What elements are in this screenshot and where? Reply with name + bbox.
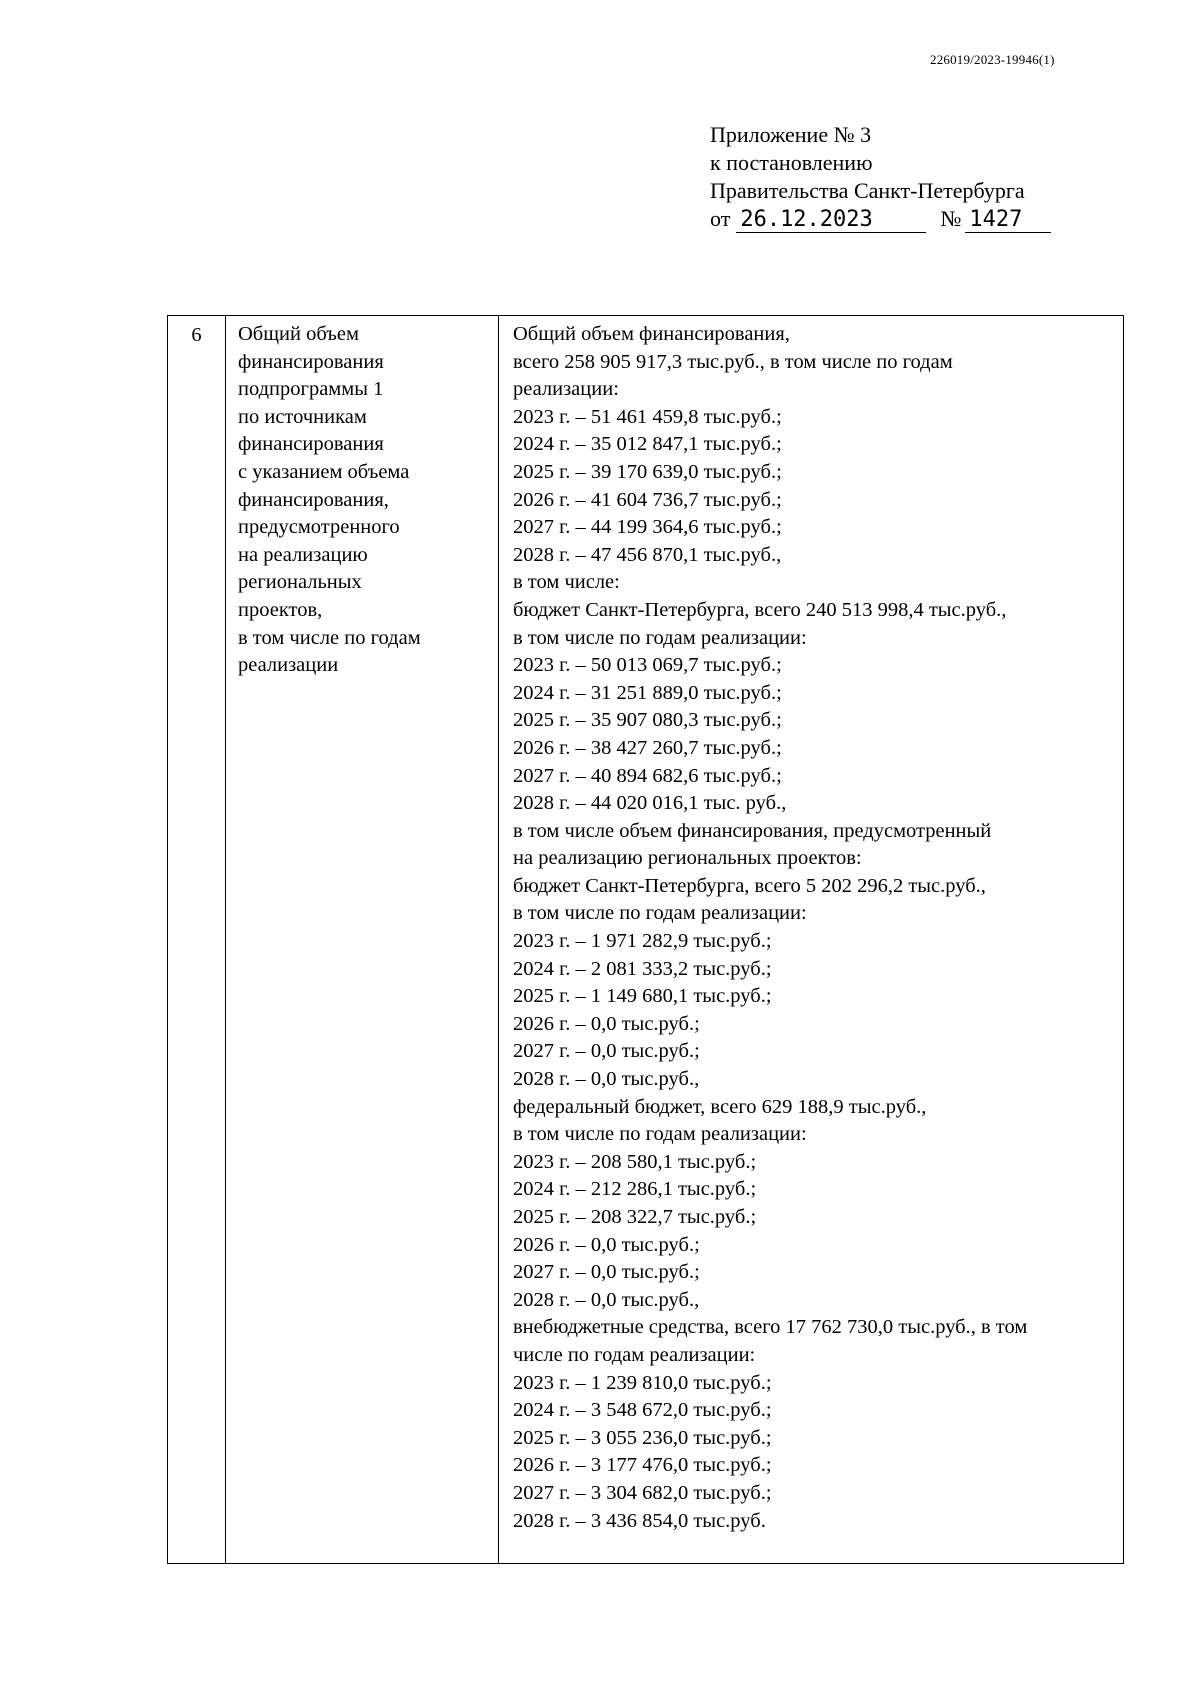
row-values — [513, 321, 1117, 1535]
value-line: в том числе объем финансирования, предусмотренный — [513, 819, 992, 842]
decree-number: 1427 — [965, 208, 1051, 233]
decree-date: 26.12.2023 — [736, 208, 926, 233]
label-line: на реализацию — [238, 543, 368, 566]
label-line: подпрограммы 1 — [238, 378, 384, 401]
appendix-line-decree: к постановлению — [710, 150, 873, 175]
value-line: 2028 г. – 0,0 тыс.руб., — [513, 1068, 700, 1091]
value-line: в том числе по годам реализации: — [513, 626, 807, 649]
value-line: 2025 г. – 35 907 080,3 тыс.руб.; — [513, 709, 782, 732]
label-line: проектов, — [238, 598, 323, 621]
number-sign: № — [940, 206, 962, 231]
value-line: 2023 г. – 50 013 069,7 тыс.руб.; — [513, 654, 782, 677]
date-prefix: от — [710, 206, 731, 231]
row-label-cell — [226, 316, 499, 1564]
value-line: 2025 г. – 1 149 680,1 тыс.руб.; — [513, 985, 772, 1008]
value-line: 2023 г. – 208 580,1 тыс.руб.; — [513, 1150, 757, 1173]
label-line: финансирования, — [238, 488, 389, 511]
document-registration-number: 226019/2023-19946(1) — [930, 52, 1055, 67]
value-line: 2024 г. – 3 548 672,0 тыс.руб.; — [513, 1399, 772, 1422]
label-line: финансирования — [238, 433, 384, 456]
row-number: 6 — [191, 324, 202, 346]
appendix-header — [710, 121, 1051, 233]
value-line: 2027 г. – 0,0 тыс.руб.; — [513, 1040, 700, 1063]
row-values-cell — [499, 316, 1124, 1564]
value-line: внебюджетные средства, всего 17 762 730,0 тыс.руб., в том — [513, 1316, 1028, 1339]
label-line: с указанием объема — [238, 460, 410, 483]
value-line: бюджет Санкт-Петербурга, всего 5 202 296,2 тыс.руб., — [513, 874, 986, 897]
value-line: 2023 г. – 1 971 282,9 тыс.руб.; — [513, 930, 772, 953]
value-line: 2026 г. – 0,0 тыс.руб.; — [513, 1233, 700, 1256]
label-line: Общий объем — [238, 323, 359, 345]
value-line: в том числе по годам реализации: — [513, 902, 807, 925]
label-line: по источникам — [238, 405, 367, 428]
value-line: 2023 г. – 51 461 459,8 тыс.руб.; — [513, 405, 782, 428]
value-line: 2024 г. – 35 012 847,1 тыс.руб.; — [513, 433, 782, 456]
value-line: 2024 г. – 31 251 889,0 тыс.руб.; — [513, 681, 782, 704]
value-line: 2027 г. – 44 199 364,6 тыс.руб.; — [513, 516, 782, 539]
appendix-line-government: Правительства Санкт-Петербурга — [710, 178, 1025, 203]
value-line: 2028 г. – 44 020 016,1 тыс. руб., — [513, 792, 787, 815]
value-line: 2027 г. – 0,0 тыс.руб.; — [513, 1261, 700, 1284]
value-line: 2023 г. – 1 239 810,0 тыс.руб.; — [513, 1371, 772, 1394]
value-line: 2024 г. – 212 286,1 тыс.руб.; — [513, 1178, 757, 1201]
value-line: 2025 г. – 39 170 639,0 тыс.руб.; — [513, 460, 782, 483]
value-line: 2025 г. – 3 055 236,0 тыс.руб.; — [513, 1426, 772, 1449]
label-line: в том числе по годам — [238, 626, 421, 649]
row-label — [238, 321, 492, 680]
value-line: бюджет Санкт-Петербурга, всего 240 513 998,4 тыс.руб., — [513, 598, 1007, 621]
row-number-cell — [168, 316, 226, 1564]
value-line: всего 258 905 917,3 тыс.руб., в том числе по годам — [513, 350, 953, 373]
appendix-title: Приложение № 3 — [710, 122, 872, 147]
label-line: региональных — [238, 571, 362, 594]
value-line: 2028 г. – 47 456 870,1 тыс.руб., — [513, 543, 782, 566]
financing-table — [167, 315, 1124, 1564]
label-line: финансирования — [238, 350, 384, 373]
value-line: 2026 г. – 41 604 736,7 тыс.руб.; — [513, 488, 782, 511]
value-line: 2028 г. – 3 436 854,0 тыс.руб. — [513, 1509, 766, 1532]
value-line: 2025 г. – 208 322,7 тыс.руб.; — [513, 1206, 757, 1228]
value-line: в том числе по годам реализации: — [513, 1123, 807, 1146]
value-line: 2024 г. – 2 081 333,2 тыс.руб.; — [513, 957, 772, 980]
appendix-date-number-row — [710, 205, 1051, 233]
value-line: Общий объем финансирования, — [513, 323, 790, 345]
label-line: предусмотренного — [238, 516, 400, 539]
value-line: 2027 г. – 3 304 682,0 тыс.руб.; — [513, 1481, 772, 1504]
value-line: федеральный бюджет, всего 629 188,9 тыс.руб., — [513, 1095, 927, 1118]
value-line: 2027 г. – 40 894 682,6 тыс.руб.; — [513, 764, 782, 787]
value-line: 2026 г. – 3 177 476,0 тыс.руб.; — [513, 1454, 772, 1477]
value-line: на реализацию региональных проектов: — [513, 847, 862, 870]
value-line: 2026 г. – 0,0 тыс.руб.; — [513, 1012, 700, 1035]
table-row — [168, 316, 1124, 1564]
value-line: в том числе: — [513, 571, 620, 594]
value-line: числе по годам реализации: — [513, 1343, 756, 1366]
value-line: реализации: — [513, 378, 619, 401]
value-line: 2026 г. – 38 427 260,7 тыс.руб.; — [513, 736, 782, 759]
value-line: 2028 г. – 0,0 тыс.руб., — [513, 1288, 700, 1311]
label-line: реализации — [238, 654, 339, 677]
